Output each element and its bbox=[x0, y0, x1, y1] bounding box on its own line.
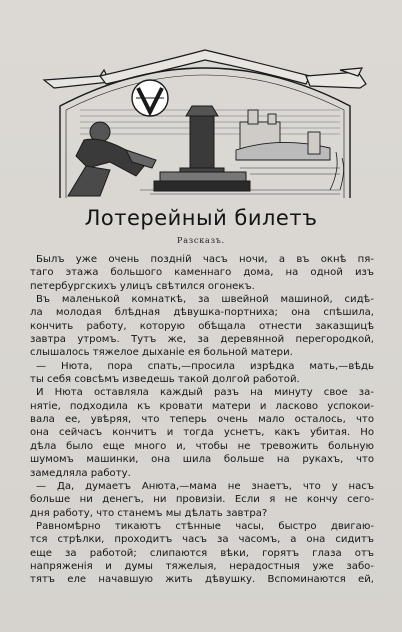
text-line: напряженія и думы тяжелыя, нерадостныя уже забо- bbox=[30, 560, 374, 572]
text-line: нятіе, подходила къ кровати матери и ласково успокои- bbox=[30, 400, 374, 412]
figure-reader bbox=[68, 122, 156, 196]
text-line: она сейчасъ кончитъ и тогда уснетъ, какъ убитая. Но bbox=[30, 427, 374, 439]
text-line: Равномѣрно тикаютъ стѣнные часы, быстро двигаю- bbox=[36, 520, 374, 532]
text-line: таго этажа большого каменнаго дома, на одной изъ bbox=[30, 267, 374, 279]
text-line: тятъ еле начавшую жить дѣвушку. Вспоминаются ей, bbox=[30, 574, 374, 586]
castle bbox=[236, 110, 330, 160]
text-line: ты себя совсѣмъ изведешь такой долгой работой. bbox=[30, 374, 300, 386]
text-line: слышалось тяжелое дыханіе ея больной матери. bbox=[30, 347, 293, 359]
text-line: вала ее, увѣряя, что теперь очень мало осталось, что bbox=[30, 414, 374, 426]
story-subtitle: Разсказъ. bbox=[177, 236, 225, 245]
text-line: кончить работу, которую обѣщала отнести заказщицѣ bbox=[30, 320, 374, 332]
text-line: еще за работой; слипаются вѣки, горятъ глаза отъ bbox=[30, 547, 374, 559]
text-line: тся стрѣлки, проходитъ часъ за часомъ, а она сидитъ bbox=[30, 534, 374, 546]
text-line: петербургскихъ улицъ свѣтился огонекъ. bbox=[30, 280, 255, 292]
text-line: — Нюта, пора спать,—просила изрѣдка мать,—вѣдь bbox=[36, 360, 374, 372]
text-line: Былъ уже очень поздній часъ ночи, а въ окнѣ пя- bbox=[36, 254, 374, 265]
text-line: ла молодая блѣдная дѣвушка-портниха; она спѣшила, bbox=[30, 307, 374, 319]
ribbon-banner bbox=[44, 50, 366, 88]
book-stack bbox=[154, 172, 250, 191]
text-line: дня работу, что станемъ мы дѣлать завтра? bbox=[30, 507, 268, 519]
tower-object bbox=[180, 106, 224, 176]
text-line: шумомъ машинки, она шила больше на рукахъ, что bbox=[30, 454, 374, 466]
text-line: замедляла работу. bbox=[30, 467, 131, 479]
text-line: — Да, думаетъ Анюта,—мама не знаетъ, что у насъ bbox=[36, 480, 374, 492]
text-line: завтра утромъ. Тутъ же, за деревянной перегородкой, bbox=[30, 334, 374, 346]
header-engraving bbox=[40, 40, 370, 198]
text-line: И Нюта оставляла каждый разъ на минуту свое за- bbox=[36, 387, 374, 399]
text-line: больше ни денегъ, ни провизіи. Если я не кончу сего- bbox=[30, 494, 374, 506]
story-body bbox=[30, 253, 374, 587]
monogram bbox=[132, 80, 168, 116]
text-line: дѣла было еще много и, чтобы не тревожить больную bbox=[30, 440, 374, 452]
text-line: Въ маленькой комнаткѣ, за швейной машиной, сидѣ- bbox=[36, 294, 374, 306]
story-title: Лотерейный билетъ bbox=[84, 206, 318, 230]
